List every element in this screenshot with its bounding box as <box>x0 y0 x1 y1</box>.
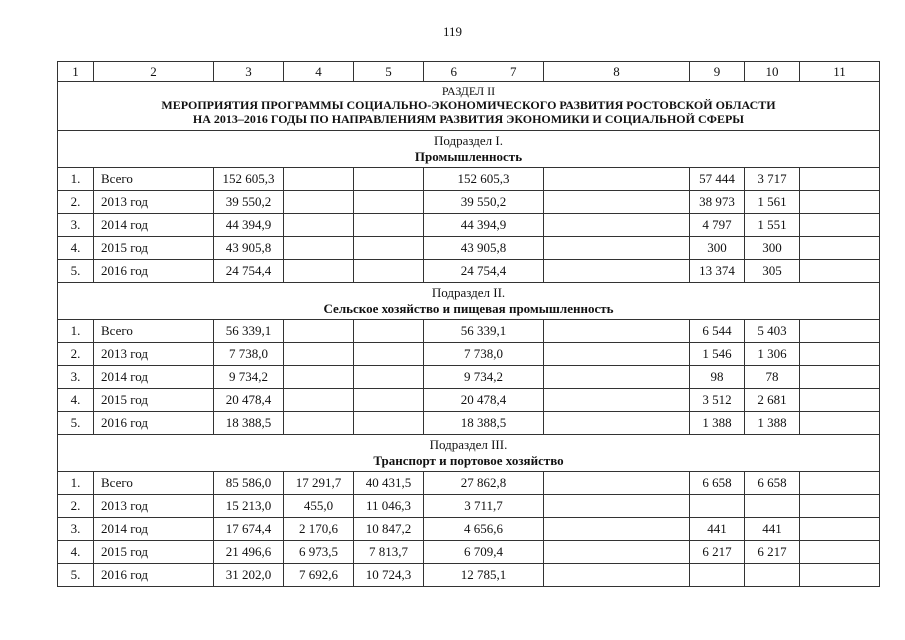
col4-cell <box>284 260 354 283</box>
col6-7-cell: 6 709,4 <box>424 541 544 564</box>
subsection-heading-row <box>58 435 880 472</box>
col-header-3: 3 <box>214 62 284 82</box>
col5-cell <box>354 260 424 283</box>
col11-cell <box>800 191 880 214</box>
col9-cell: 6 658 <box>690 472 745 495</box>
col9-cell: 98 <box>690 366 745 389</box>
row-number-cell: 3. <box>58 518 94 541</box>
col9-cell: 13 374 <box>690 260 745 283</box>
page-number: 119 <box>442 24 463 39</box>
col6-7-cell: 12 785,1 <box>424 564 544 587</box>
subsection-title: Промышленность <box>414 149 523 164</box>
row-name-cell: Всего <box>94 320 214 343</box>
col9-cell <box>690 495 745 518</box>
row-name-cell: 2014 год <box>94 518 214 541</box>
row-name-cell: 2016 год <box>94 564 214 587</box>
table-row <box>58 191 880 214</box>
subsection-heading-row <box>58 131 880 168</box>
col-header-5: 5 <box>354 62 424 82</box>
col11-cell <box>800 168 880 191</box>
col4-cell <box>284 237 354 260</box>
col10-cell: 2 681 <box>745 389 800 412</box>
col11-cell <box>800 389 880 412</box>
col3-cell: 21 496,6 <box>214 541 284 564</box>
row-number-cell: 5. <box>58 260 94 283</box>
col4-cell: 2 170,6 <box>284 518 354 541</box>
col10-cell: 441 <box>745 518 800 541</box>
subsection-title: Сельское хозяйство и пищевая промышленность <box>323 301 614 316</box>
col8-cell <box>544 564 690 587</box>
row-name-cell: 2014 год <box>94 366 214 389</box>
col3-cell: 9 734,2 <box>214 366 284 389</box>
col8-cell <box>544 541 690 564</box>
col5-cell: 11 046,3 <box>354 495 424 518</box>
subsection-label: Подраздел III. <box>429 437 508 452</box>
subsection-heading <box>58 435 880 472</box>
col-header-6-7 <box>424 62 544 82</box>
section-heading-row <box>58 82 880 131</box>
col8-cell <box>544 343 690 366</box>
row-number-cell: 2. <box>58 343 94 366</box>
col9-cell <box>690 564 745 587</box>
subsection-title: Транспорт и портовое хозяйство <box>373 453 564 468</box>
col5-cell <box>354 366 424 389</box>
col4-cell <box>284 168 354 191</box>
col3-cell: 152 605,3 <box>214 168 284 191</box>
col3-cell: 39 550,2 <box>214 191 284 214</box>
col4-cell <box>284 214 354 237</box>
subsection-label: Подраздел I. <box>434 133 503 148</box>
col4-cell <box>284 389 354 412</box>
row-name-cell: 2015 год <box>94 541 214 564</box>
subsection-label: Подраздел II. <box>431 285 506 300</box>
row-number-cell: 5. <box>58 412 94 435</box>
col11-cell <box>800 320 880 343</box>
table-row <box>58 343 880 366</box>
col11-cell <box>800 518 880 541</box>
row-number-cell: 1. <box>58 168 94 191</box>
col8-cell <box>544 237 690 260</box>
subsection-heading <box>58 283 880 320</box>
row-number-cell: 1. <box>58 320 94 343</box>
col8-cell <box>544 389 690 412</box>
col3-cell: 31 202,0 <box>214 564 284 587</box>
col9-cell: 1 388 <box>690 412 745 435</box>
row-name-cell: 2015 год <box>94 389 214 412</box>
col10-cell: 305 <box>745 260 800 283</box>
row-name-cell: 2013 год <box>94 495 214 518</box>
col10-cell: 5 403 <box>745 320 800 343</box>
col3-cell: 43 905,8 <box>214 237 284 260</box>
col-header-6: 6 <box>450 63 457 79</box>
col8-cell <box>544 366 690 389</box>
col10-cell: 78 <box>745 366 800 389</box>
row-name-cell: Всего <box>94 472 214 495</box>
col6-7-cell: 20 478,4 <box>424 389 544 412</box>
col3-cell: 15 213,0 <box>214 495 284 518</box>
col11-cell <box>800 495 880 518</box>
col8-cell <box>544 495 690 518</box>
row-number-cell: 2. <box>58 495 94 518</box>
col4-cell <box>284 412 354 435</box>
col4-cell: 7 692,6 <box>284 564 354 587</box>
col11-cell <box>800 541 880 564</box>
col3-cell: 56 339,1 <box>214 320 284 343</box>
col-header-10: 10 <box>745 62 800 82</box>
table-row <box>58 237 880 260</box>
section-heading <box>58 82 880 131</box>
col5-cell <box>354 320 424 343</box>
col6-7-cell: 39 550,2 <box>424 191 544 214</box>
row-name-cell: 2013 год <box>94 191 214 214</box>
row-number-cell: 4. <box>58 541 94 564</box>
col6-7-cell: 27 862,8 <box>424 472 544 495</box>
col9-cell: 6 544 <box>690 320 745 343</box>
col10-cell: 1 551 <box>745 214 800 237</box>
col10-cell: 1 561 <box>745 191 800 214</box>
row-number-cell: 3. <box>58 214 94 237</box>
col6-7-cell: 152 605,3 <box>424 168 544 191</box>
col6-7-cell: 3 711,7 <box>424 495 544 518</box>
table-row <box>58 472 880 495</box>
table-row <box>58 260 880 283</box>
col3-cell: 85 586,0 <box>214 472 284 495</box>
table-body <box>58 62 880 587</box>
col11-cell <box>800 472 880 495</box>
col10-cell: 300 <box>745 237 800 260</box>
col4-cell <box>284 191 354 214</box>
col10-cell: 6 217 <box>745 541 800 564</box>
col9-cell: 1 546 <box>690 343 745 366</box>
col9-cell: 3 512 <box>690 389 745 412</box>
row-name-cell: Всего <box>94 168 214 191</box>
col-header-11: 11 <box>800 62 880 82</box>
col8-cell <box>544 320 690 343</box>
table-row <box>58 564 880 587</box>
col9-cell: 441 <box>690 518 745 541</box>
col5-cell <box>354 191 424 214</box>
col10-cell: 6 658 <box>745 472 800 495</box>
row-number-cell: 4. <box>58 389 94 412</box>
row-name-cell: 2013 год <box>94 343 214 366</box>
col8-cell <box>544 191 690 214</box>
col-header-2: 2 <box>94 62 214 82</box>
col6-7-cell: 43 905,8 <box>424 237 544 260</box>
col11-cell <box>800 366 880 389</box>
col5-cell: 10 847,2 <box>354 518 424 541</box>
col6-7-cell: 7 738,0 <box>424 343 544 366</box>
col-header-4: 4 <box>284 62 354 82</box>
col6-7-cell: 18 388,5 <box>424 412 544 435</box>
row-number-cell: 1. <box>58 472 94 495</box>
col4-cell: 455,0 <box>284 495 354 518</box>
col-header-8: 8 <box>544 62 690 82</box>
col8-cell <box>544 518 690 541</box>
section-title-line1: МЕРОПРИЯТИЯ ПРОГРАММЫ СОЦИАЛЬНО-ЭКОНОМИЧЕСКОГО РАЗВИТИЯ РОСТОВСКОЙ ОБЛАСТИ <box>161 98 776 112</box>
col6-7-cell: 9 734,2 <box>424 366 544 389</box>
col11-cell <box>800 564 880 587</box>
col3-cell: 17 674,4 <box>214 518 284 541</box>
col4-cell: 6 973,5 <box>284 541 354 564</box>
table-row <box>58 518 880 541</box>
col9-cell: 4 797 <box>690 214 745 237</box>
subsection-heading-row <box>58 283 880 320</box>
program-table <box>57 61 880 587</box>
row-number-cell: 3. <box>58 366 94 389</box>
table-row <box>58 541 880 564</box>
col3-cell: 20 478,4 <box>214 389 284 412</box>
col4-cell <box>284 343 354 366</box>
col5-cell: 10 724,3 <box>354 564 424 587</box>
col-header-1: 1 <box>58 62 94 82</box>
col8-cell <box>544 472 690 495</box>
col10-cell: 3 717 <box>745 168 800 191</box>
col4-cell: 17 291,7 <box>284 472 354 495</box>
col10-cell <box>745 564 800 587</box>
row-number-cell: 2. <box>58 191 94 214</box>
col10-cell: 1 388 <box>745 412 800 435</box>
col6-7-cell: 24 754,4 <box>424 260 544 283</box>
col5-cell: 40 431,5 <box>354 472 424 495</box>
col6-7-cell: 56 339,1 <box>424 320 544 343</box>
row-name-cell: 2016 год <box>94 412 214 435</box>
column-number-row <box>58 62 880 82</box>
col3-cell: 7 738,0 <box>214 343 284 366</box>
col5-cell: 7 813,7 <box>354 541 424 564</box>
col3-cell: 44 394,9 <box>214 214 284 237</box>
col4-cell <box>284 366 354 389</box>
row-number-cell: 5. <box>58 564 94 587</box>
table-row <box>58 366 880 389</box>
col8-cell <box>544 412 690 435</box>
table-row <box>58 168 880 191</box>
col5-cell <box>354 343 424 366</box>
col9-cell: 57 444 <box>690 168 745 191</box>
col4-cell <box>284 320 354 343</box>
row-name-cell: 2016 год <box>94 260 214 283</box>
col5-cell <box>354 237 424 260</box>
col8-cell <box>544 260 690 283</box>
col8-cell <box>544 214 690 237</box>
col-header-9: 9 <box>690 62 745 82</box>
col11-cell <box>800 214 880 237</box>
col5-cell <box>354 412 424 435</box>
section-label: РАЗДЕЛ II <box>441 84 496 98</box>
table-row <box>58 389 880 412</box>
row-name-cell: 2014 год <box>94 214 214 237</box>
col11-cell <box>800 412 880 435</box>
col3-cell: 24 754,4 <box>214 260 284 283</box>
col11-cell <box>800 260 880 283</box>
col8-cell <box>544 168 690 191</box>
subsection-heading <box>58 131 880 168</box>
row-name-cell: 2015 год <box>94 237 214 260</box>
col10-cell <box>745 495 800 518</box>
table-row <box>58 495 880 518</box>
table-row <box>58 320 880 343</box>
col11-cell <box>800 343 880 366</box>
table-row <box>58 412 880 435</box>
col5-cell <box>354 389 424 412</box>
table-row <box>58 214 880 237</box>
col9-cell: 38 973 <box>690 191 745 214</box>
col11-cell <box>800 237 880 260</box>
col6-7-cell: 44 394,9 <box>424 214 544 237</box>
col5-cell <box>354 168 424 191</box>
col3-cell: 18 388,5 <box>214 412 284 435</box>
col5-cell <box>354 214 424 237</box>
col6-7-cell: 4 656,6 <box>424 518 544 541</box>
section-title-line2: НА 2013–2016 ГОДЫ ПО НАПРАВЛЕНИЯМ РАЗВИТИЯ ЭКОНОМИКИ И СОЦИАЛЬНОЙ СФЕРЫ <box>192 112 745 126</box>
row-number-cell: 4. <box>58 237 94 260</box>
col9-cell: 6 217 <box>690 541 745 564</box>
col-header-7: 7 <box>510 63 517 79</box>
col9-cell: 300 <box>690 237 745 260</box>
col10-cell: 1 306 <box>745 343 800 366</box>
